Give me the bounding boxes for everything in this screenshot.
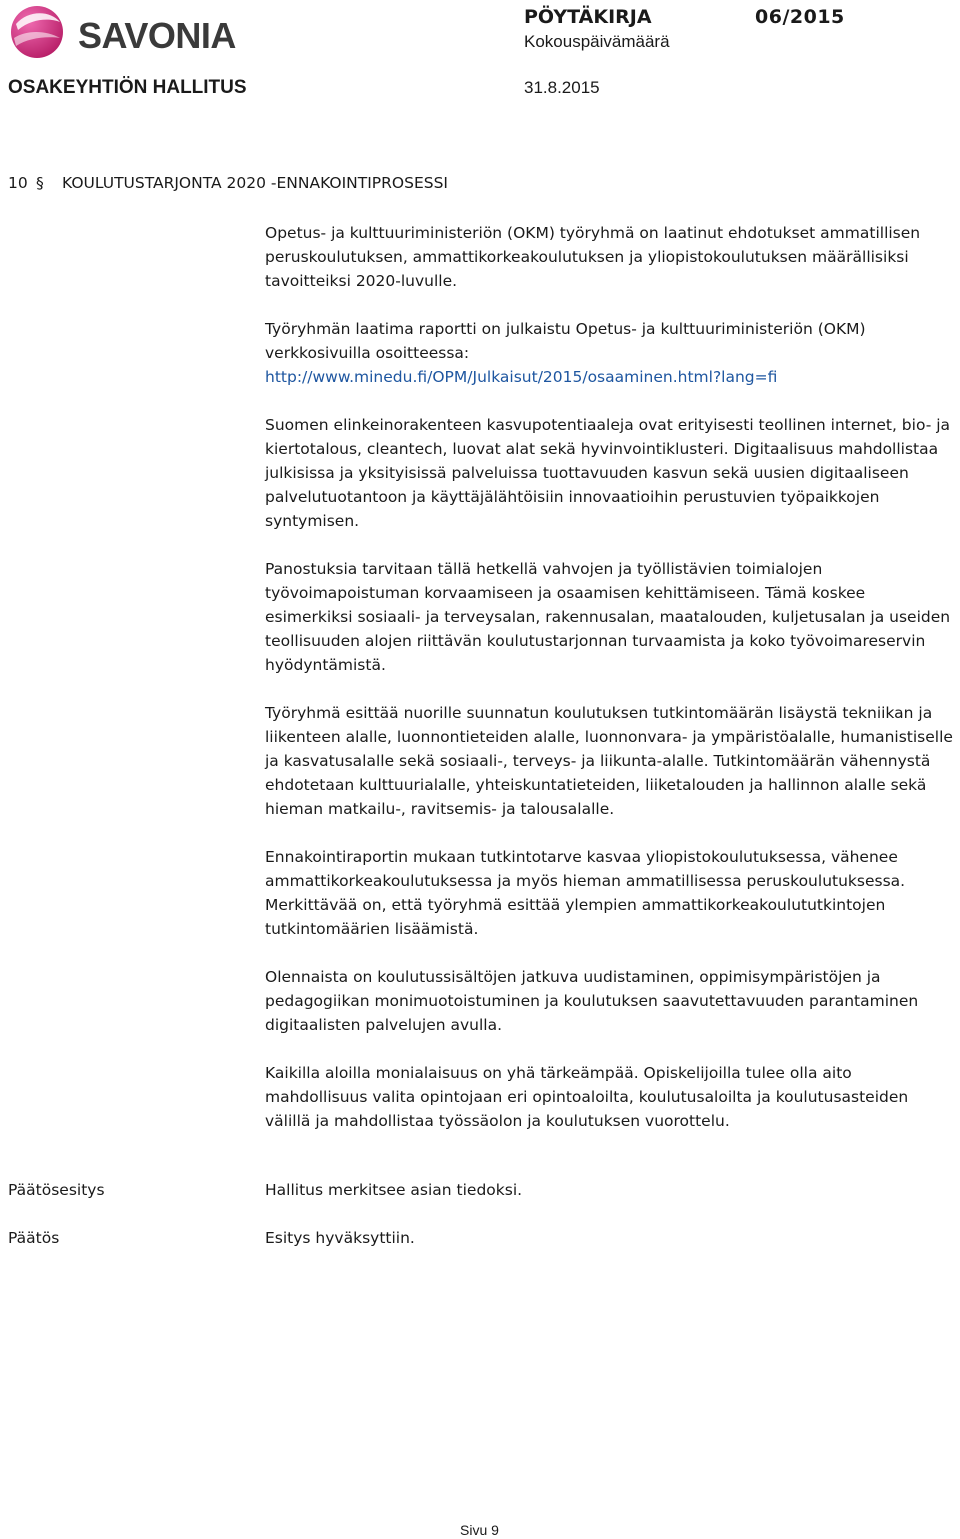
report-link[interactable]: http://www.minedu.fi/OPM/Julkaisut/2015/osaaminen.html?lang=fi [265, 368, 778, 386]
body-paragraph: Suomen elinkeinorakenteen kasvupotentiaaleja ovat erityisesti teollinen internet, bio- ja kiertotalous, cleantech, luovat alat sekä hyvinvointiklusteri. Digitaalisuus mahdollistaa julkisissa ja yksityisissä palveluissa tuottavuuden kasvun sekä uusien digitaaliseen palvelutuotantoon ja käyttäjälähtöisiin innovaatioihin perustuvien työpaikkojen syntymisen. [265, 416, 951, 530]
meeting-date: 31.8.2015 [524, 78, 600, 97]
section-number: 10 [8, 174, 28, 192]
document-type: PÖYTÄKIRJA [524, 6, 652, 28]
savonia-logo-icon [6, 4, 68, 60]
decision-proposal-label: Päätösesitys [8, 1181, 105, 1199]
page-number: Sivu 9 [460, 1522, 499, 1538]
body-paragraph: Työryhmän laatima raportti on julkaistu Opetus- ja kulttuuriministeriön (OKM) verkkosivuilla osoitteessa: [265, 320, 866, 362]
savonia-logo [6, 4, 236, 60]
body-paragraph: Panostuksia tarvitaan tällä hetkellä vahvojen ja työllistävien toimialojen työvoimapoistuman korvaamiseen ja osaamisen kehittämiseen. Tämä koskee esimerkiksi sosiaali- ja terveysalan, rakennusalan, maatalouden, kuljetusalan ja useiden teollisuuden alojen riittävän koulutustarjonnan turvaamista ja koko työvoimareservin hyödyntämistä. [265, 560, 951, 674]
body-paragraph: Työryhmä esittää nuorille suunnatun koulutuksen tutkintomäärän lisäystä tekniikan ja liikenteen alalle, luonnontieteiden alalle, luonnonvara- ja ympäristöalalle, humanistiselle ja kasvatusalalle sekä sosiaali-, terveys- ja liikunta-alalle. Tutkintomäärän vähennystä ehdotetaan kulttuurialalle, yhteiskuntatieteiden, liiketalouden ja hallinnon alalle sekä hieman matkailu-, ravitsemis- ja talousalalle. [265, 704, 953, 818]
decision-proposal-text: Hallitus merkitsee asian tiedoksi. [265, 1181, 523, 1199]
body-paragraph: Opetus- ja kulttuuriministeriön (OKM) työryhmä on laatinut ehdotukset ammatillisen peruskoulutuksen, ammattikorkeakoulutuksen ja yliopistokoulutuksen määrällisiksi tavoitteiksi 2020-luvulle. [265, 224, 921, 290]
section-heading [8, 174, 448, 192]
section-title: KOULUTUSTARJONTA 2020 -ENNAKOINTIPROSESSI [62, 174, 448, 192]
agenda-item-body [265, 221, 957, 1157]
paragraph-symbol: § [36, 174, 44, 192]
meeting-date-label: Kokouspäivämäärä [524, 32, 670, 51]
document-number: 06/2015 [755, 6, 845, 28]
organization-name: OSAKEYHTIÖN HALLITUS [8, 77, 247, 98]
decision-text: Esitys hyväksyttiin. [265, 1229, 415, 1247]
body-paragraph: Olennaista on koulutussisältöjen jatkuva uudistaminen, oppimisympäristöjen ja pedagogiikan monimuotoistuminen ja koulutuksen saavutettavuuden parantaminen digitaalisten palvelujen avulla. [265, 968, 919, 1034]
decision-label: Päätös [8, 1229, 60, 1247]
logo-wordmark: SAVONIA [78, 15, 236, 56]
body-paragraph: Ennakointiraportin mukaan tutkintotarve kasvaa yliopistokoulutuksessa, vähenee ammattikorkeakoulutuksessa ja myös hieman ammatillisessa peruskoulutuksessa. Merkittävää on, että työryhmä esittää ylempien ammattikorkeakoulututkintojen tutkintomäärien lisäämistä. [265, 848, 906, 938]
body-paragraph: Kaikilla aloilla monialaisuus on yhä tärkeämpää. Opiskelijoilla tulee olla aito mahdollisuus valita opintojaan eri opintoaloilta, koulutusaloilta ja koulutusasteiden välillä ja mahdollistaa työssäolon ja koulutuksen vuorottelu. [265, 1064, 909, 1130]
